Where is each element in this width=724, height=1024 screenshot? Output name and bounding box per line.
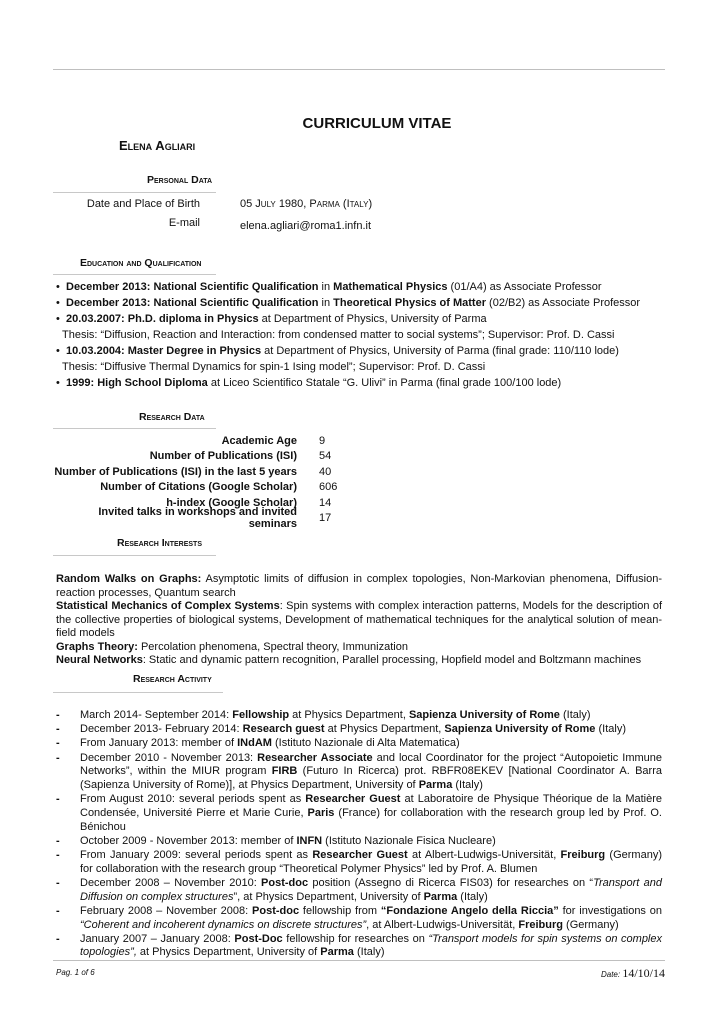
research-data-value: 9 xyxy=(319,434,326,447)
dash-bullet-icon: - xyxy=(56,932,60,945)
research-activity-item xyxy=(56,737,662,751)
bullet-icon: • xyxy=(56,313,60,325)
education-text: (02/B2) as Associate Professor xyxy=(485,297,641,309)
education-item xyxy=(56,343,676,375)
date-label: Date: xyxy=(600,970,621,979)
dash-bullet-icon: - xyxy=(56,709,60,721)
dash-bullet-icon: - xyxy=(56,737,60,750)
bullet-icon: • xyxy=(56,281,60,293)
research-data-label: Number of Citations (Google Scholar) xyxy=(100,481,297,494)
email-value: elena.agliari@roma1.infn.it xyxy=(240,220,372,232)
research-activity-list xyxy=(56,709,662,961)
research-interest-title: Graphs Theory: xyxy=(56,640,138,653)
research-interest-text: : Spin systems with complex interaction patterns, Models for the description of the collective properties of biological systems, Development of mathematical techniques for the analytical solution of mean-field models xyxy=(56,600,662,639)
research-interests-list xyxy=(56,573,662,668)
research-data-value: 54 xyxy=(319,450,332,463)
date-value: 14/10/14 xyxy=(622,966,665,980)
research-interest-text: Asymptotic limits of diffusion in complex topologies, Non-Markovian phenomena, Diffusion-reaction processes, Quantum search xyxy=(56,573,662,599)
research-data-label: Number of Publications (ISI) xyxy=(149,450,297,463)
research-data-row xyxy=(50,449,337,465)
research-activity-item xyxy=(56,709,662,723)
research-activity-item xyxy=(56,905,662,932)
education-list xyxy=(56,279,676,391)
education-title: 10.03.2004: Master Degree in Physics xyxy=(66,345,262,357)
header-rule xyxy=(53,69,665,70)
education-title: 1999: High School Diploma xyxy=(66,377,208,389)
dash-bullet-icon: - xyxy=(56,876,60,889)
person-name: Elena Agliari xyxy=(119,138,196,153)
research-data-table xyxy=(50,433,338,531)
research-activity-item xyxy=(56,835,662,849)
bullet-icon: • xyxy=(56,345,60,357)
research-activity-text: From January 2009: several periods spent as Researcher Guest at Albert-Ludwigs-Universität, Freiburg (Germany) for collaboration with the research group “Theoretical Polymer Physics” led by Prof. A. Blumen xyxy=(80,849,662,875)
education-text: at Liceo Scientifico Statale “G. Ulivi” in Parma (final grade 100/100 lode) xyxy=(207,377,562,389)
research-interest-text: : Static and dynamic pattern recognition, Parallel processing, Hopfield model and Boltzmann machines xyxy=(142,654,642,666)
education-text: (01/A4) as Associate Professor xyxy=(447,281,602,293)
education-item xyxy=(56,279,676,295)
education-title: December 2013: National Scientific Qualification xyxy=(66,281,319,293)
education-title: December 2013: National Scientific Qualification xyxy=(66,297,319,309)
research-activity-item xyxy=(56,723,662,737)
research-data-row xyxy=(50,433,337,449)
education-item xyxy=(56,375,676,391)
research-activity-heading: Research Activity xyxy=(133,673,212,685)
footer-rule xyxy=(53,960,665,961)
personal-data-heading: Personal Data xyxy=(147,174,213,186)
research-interest-item xyxy=(56,654,662,668)
dash-bullet-icon: - xyxy=(56,793,60,806)
education-field: Theoretical Physics of Matter xyxy=(333,297,486,309)
research-activity-text: March 2014- September 2014: Fellowship at Physics Department, Sapienza University of Rome (Italy) xyxy=(80,709,591,721)
research-interest-text: Percolation phenomena, Spectral theory, Immunization xyxy=(137,640,408,653)
dash-bullet-icon: - xyxy=(56,751,60,764)
education-item xyxy=(56,295,676,311)
education-text: in xyxy=(318,297,334,309)
education-text: at Department of Physics, University of Parma (final grade: 110/110 lode) xyxy=(261,345,619,357)
research-data-rule xyxy=(53,428,216,429)
research-activity-item xyxy=(56,933,662,960)
research-interests-heading: Research Interests xyxy=(117,537,202,549)
research-interest-title: Neural Networks xyxy=(56,654,143,666)
bullet-icon: • xyxy=(56,377,60,389)
research-interest-title: Random Walks on Graphs: xyxy=(56,573,202,585)
research-activity-rule xyxy=(53,692,223,693)
research-data-value: 14 xyxy=(319,496,332,509)
research-data-label: Number of Publications (ISI) in the last 5 years xyxy=(54,465,297,478)
research-activity-text: January 2007 – January 2008: Post-Doc fellowship for researches on “Transport models for spin systems on complex topologies”, at Physics Department, University of Parma (Italy) xyxy=(80,932,662,959)
research-interest-item xyxy=(56,600,662,641)
research-activity-text: December 2008 – November 2010: Post-doc position (Assegno di Ricerca FIS03) for researches on “Transport and Diffusion on complex structures”, at Physics Department, University of Parma (Italy) xyxy=(80,876,662,903)
research-data-value: 17 xyxy=(319,512,332,525)
research-activity-text: From January 2013: member of INdAM (Istituto Nazionale di Alta Matematica) xyxy=(80,737,460,750)
research-activity-item xyxy=(56,752,662,793)
research-interest-title: Statistical Mechanics of Complex Systems xyxy=(56,600,280,612)
dash-bullet-icon: - xyxy=(56,904,60,917)
research-activity-text: From August 2010: several periods spent as Researcher Guest at Laboratoire de Physique Théorique de la Matière Condensée, Université Pierre et Marie Curie, Paris (France) for collaboration with the research group led by Prof. O. Bénichou xyxy=(80,793,662,833)
dash-bullet-icon: - xyxy=(56,849,60,862)
education-item xyxy=(56,311,676,343)
research-data-heading: Research Data xyxy=(139,411,205,423)
dash-bullet-icon: - xyxy=(56,723,60,736)
research-activity-item xyxy=(56,793,662,834)
research-data-row xyxy=(50,506,337,531)
footer-date xyxy=(601,966,665,981)
research-data-row xyxy=(50,464,337,480)
research-activity-item xyxy=(56,877,662,904)
education-thesis: Thesis: “Diffusive Thermal Dynamics for spin-1 Ising model”; Supervisor: Prof. D. Cassi xyxy=(62,361,486,373)
research-data-label: h-index (Google Scholar) xyxy=(166,496,297,509)
education-title: 20.03.2007: Ph.D. diploma in Physics xyxy=(66,313,259,325)
research-activity-item xyxy=(56,849,662,876)
research-interests-rule xyxy=(53,555,216,556)
education-rule xyxy=(53,274,216,275)
research-interest-item xyxy=(56,573,662,600)
document-title: CURRICULUM VITAE xyxy=(302,115,452,132)
education-heading: Education and Qualification xyxy=(80,257,202,269)
research-data-label: Academic Age xyxy=(221,434,297,447)
bullet-icon: • xyxy=(56,297,60,309)
education-field: Mathematical Physics xyxy=(333,281,448,293)
research-data-value: 606 xyxy=(319,481,338,494)
research-activity-text: December 2010 - November 2013: Researcher Associate and local Coordinator for the project “Autopoietic Immune Networks”, within the MIUR program FIRB (Futuro In Ricerca) prot. RBFR08EKEV [National Coordinator A. Barra (Sapienza University of Rome)], at Physics Department, University of Parma (Italy) xyxy=(80,751,662,792)
research-data-value: 40 xyxy=(319,465,332,478)
research-activity-text: February 2008 – November 2008: Post-doc fellowship from “Fondazione Angelo della Riccia” for investigations on “Coherent and incoherent dynamics on discrete structures”, at Albert-Ludwigs-Universität, Freiburg (Germany) xyxy=(80,904,662,931)
birth-value: 05 July 1980, Parma (Italy) xyxy=(240,198,373,210)
research-activity-text: December 2013- February 2014: Research guest at Physics Department, Sapienza University of Rome (Italy) xyxy=(80,723,626,736)
education-text: at Department of Physics, University of Parma xyxy=(258,313,487,325)
birth-label: Date and Place of Birth xyxy=(86,198,200,210)
page-number: Pag. 1 of 6 xyxy=(56,968,95,977)
education-text: in xyxy=(318,281,334,293)
email-label: E-mail xyxy=(168,217,200,229)
research-activity-text: October 2009 - November 2013: member of INFN (Istituto Nazionale Fisica Nucleare) xyxy=(80,834,496,847)
research-data-label: Invited talks in workshops and invited seminars xyxy=(98,506,297,531)
education-thesis: Thesis: “Diffusion, Reaction and Interaction: from condensed matter to social systems”; Supervisor: Prof. D. Cassi xyxy=(62,329,615,341)
personal-data-rule xyxy=(53,192,216,193)
dash-bullet-icon: - xyxy=(56,834,60,847)
research-data-row xyxy=(50,480,337,496)
research-interest-item xyxy=(56,641,662,655)
